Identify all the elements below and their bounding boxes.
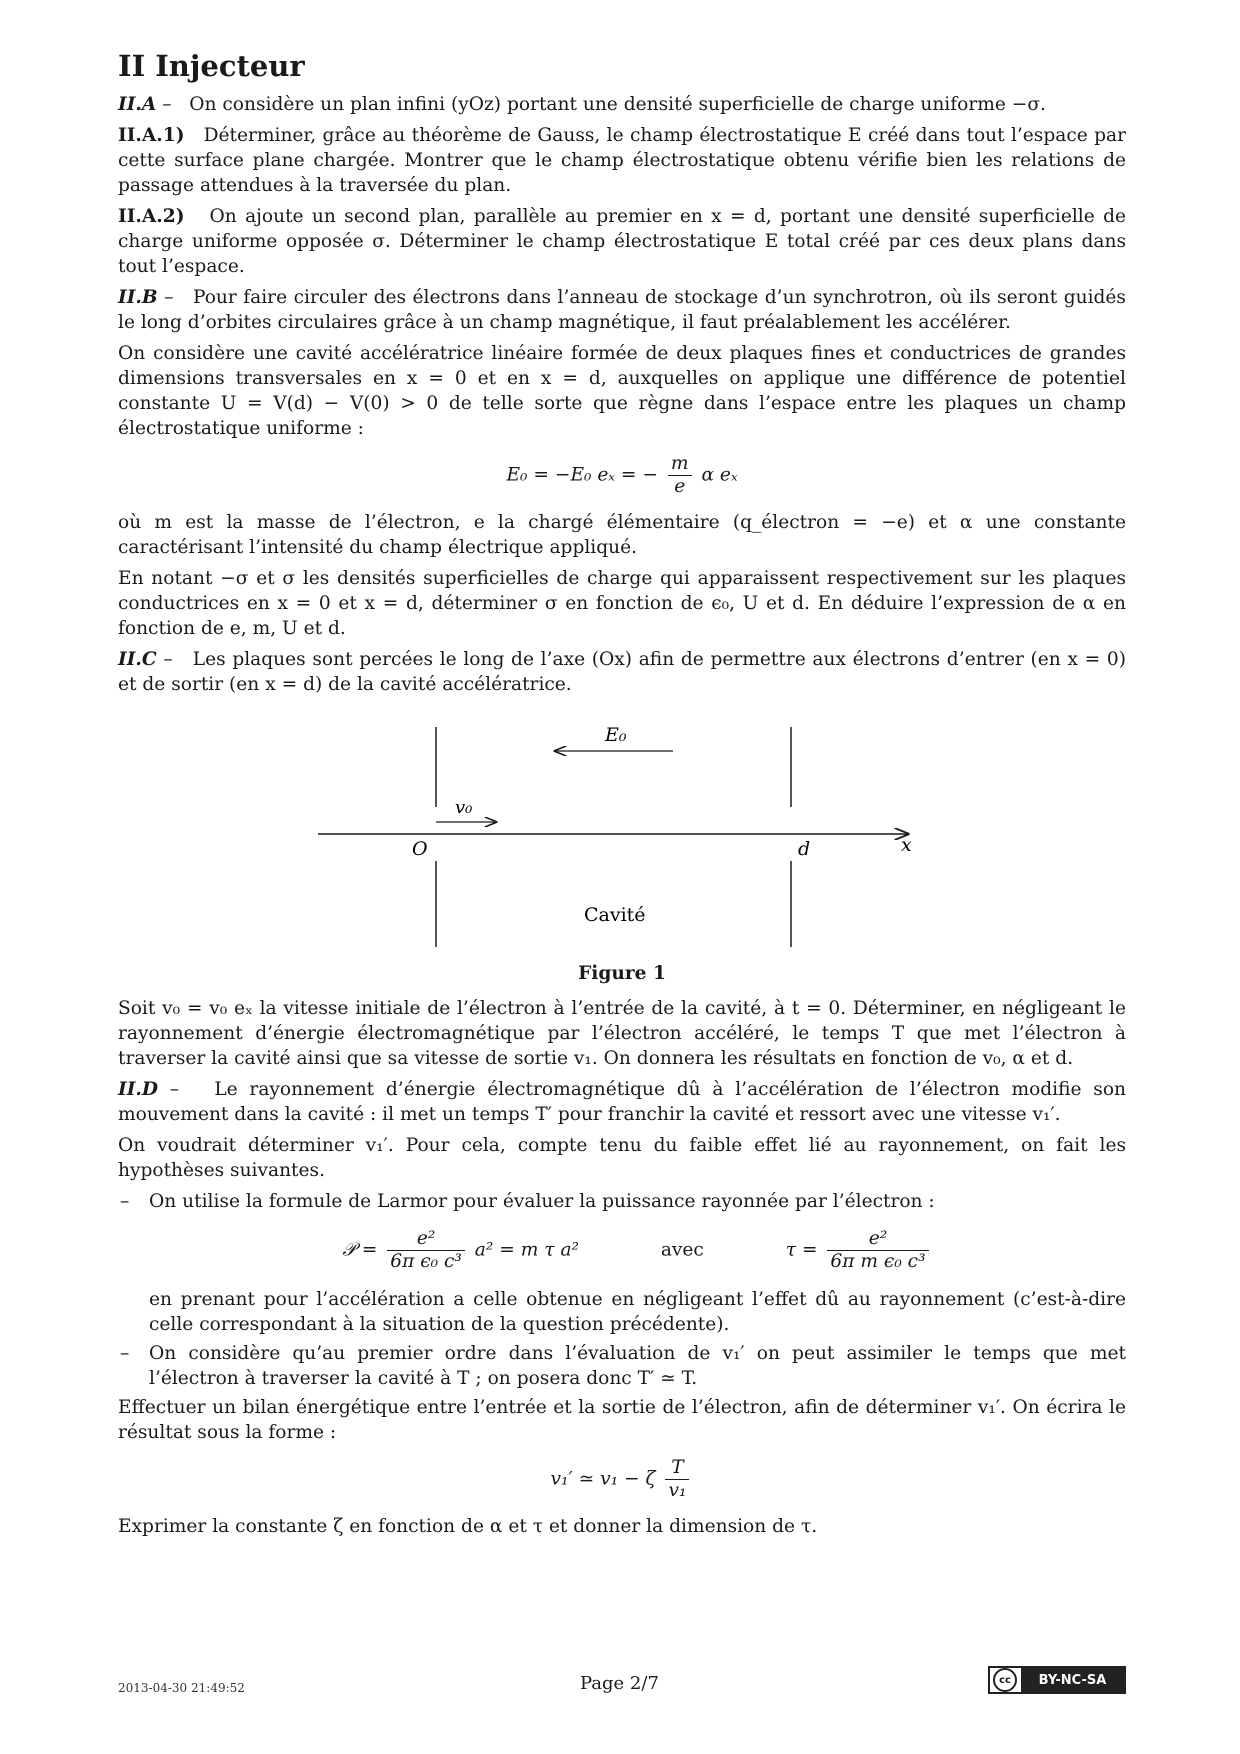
equation-larmor (149, 1228, 1126, 1273)
larmor-lhs: 𝒫 = (342, 1239, 378, 1261)
hypothesis-2: – On considère qu’au premier ordre dans l’évaluation de v₁′ on peut assimiler le temps que met l’électron à traverser la cavité à T ; on posera donc T′ ≃ T. (118, 1341, 1126, 1391)
larmor-with: avec (660, 1239, 704, 1261)
section-title: II Injecteur (118, 49, 305, 83)
figure-caption: Figure 1 (578, 963, 666, 984)
tau-num: e² (827, 1228, 928, 1251)
text-IIC: Les plaques sont percées le long de l’axe (Ox) afin de permettre aux électrons d’entrer (en x = 0) et de sortir (en x = d) de la cavité accélératrice. (118, 649, 1126, 695)
hypothesis-1-cont: en prenant pour l’accélération a celle obtenue en négligeant l’effet dû au rayonnement (c’est-à-dire celle correspondant à la situation de la question précédente). (149, 1289, 1126, 1335)
question-IIA: II.A – On considère un plan infini (yOz) portant une densité superficielle de charge uniforme −σ. (118, 94, 1046, 115)
larmor-den: 6π ϵ₀ c³ (390, 1251, 462, 1272)
final-den: v₁ (668, 1480, 687, 1501)
cc-icon: cc (993, 1668, 1017, 1692)
label-IIA: II.A (118, 94, 157, 115)
question-IID: II.D – Le rayonnement d’énergie électromagnétique dû à l’accélération de l’électron modifie son mouvement dans la cavité : il met un temps T′ pour franchir la cavité et ressort avec une vitesse v₁′. (118, 1079, 1126, 1125)
label-IIB: II.B (118, 287, 158, 308)
field-label: E₀ (605, 724, 627, 746)
velocity-label: v₀ (455, 797, 473, 818)
paragraph-IIB-2: où m est la masse de l’électron, e la chargé élémentaire (q_électron = −e) et α une constante caractérisant l’intensité du champ électrique appliqué. (118, 512, 1126, 558)
text-IID: Le rayonnement d’énergie électromagnétique dû à l’accélération de l’électron modifie son mouvement dans la cavité : il met un temps T′ pour franchir la cavité et ressort avec une vitesse v₁′. (118, 1079, 1126, 1125)
tau-den: 6π m ϵ₀ c³ (830, 1251, 926, 1272)
cavity-diagram (118, 715, 1126, 955)
paragraph-IIC-1: Soit v₀ = v₀ eₓ la vitesse initiale de l’électron à l’entrée de la cavité, à t = 0. Déterminer, en négligeant le rayonnement d’énergie électromagnétique par l’électron accéléré, le temps T que met l’électron à traverser la cavité ainsi que sa vitesse de sortie v₁. On donnera les résultats en fonction de v₀, α et d. (118, 998, 1126, 1069)
eq-field-right: α eₓ (701, 464, 738, 486)
eq-field-den: e (674, 476, 686, 497)
larmor-rhs: a² = m τ a² (474, 1239, 579, 1261)
origin-label: O (412, 838, 428, 860)
label-IIA1: II.A.1) (118, 125, 185, 146)
figure-1 (118, 715, 1126, 955)
final-fraction (665, 1457, 689, 1502)
label-IIA2: II.A.2) (118, 206, 185, 227)
paragraph-IID-1: On voudrait déterminer v₁′. Pour cela, compte tenu du faible effet lié au rayonnement, on fait les hypothèses suivantes. (118, 1135, 1126, 1181)
paragraph-IID-3: Exprimer la constante ζ en fonction de α et τ et donner la dimension de τ. (118, 1516, 818, 1537)
tau-fraction (827, 1228, 928, 1273)
question-IIA2 (118, 204, 1126, 279)
larmor-num: e² (387, 1228, 465, 1251)
paragraph-IID-2: Effectuer un bilan énergétique entre l’entrée et la sortie de l’électron, afin de déterminer v₁′. On écrira le résultat sous la forme : (118, 1397, 1126, 1443)
hypotheses-list (118, 1189, 1126, 1391)
eq-field-num: m (668, 453, 692, 476)
eq-field-fraction (668, 453, 692, 498)
question-IIC: II.C – Les plaques sont percées le long de l’axe (Ox) afin de permettre aux électrons d’entrer (en x = 0) et de sortir (en x = d) de la cavité accélératrice. (118, 649, 1126, 695)
final-num: T (665, 1457, 689, 1480)
x-axis-label: x (901, 834, 912, 856)
larmor-fraction (387, 1228, 465, 1273)
question-IIA1 (118, 123, 1126, 198)
license-badge (988, 1666, 1126, 1694)
hypothesis-1 (118, 1189, 1126, 1337)
footer-page-number: Page 2/7 (580, 1673, 659, 1694)
hypothesis-1-text: On utilise la formule de Larmor pour évaluer la puissance rayonnée par l’électron : (149, 1191, 935, 1212)
label-IIC: II.C (118, 649, 157, 670)
question-IIB: II.B – Pour faire circuler des électrons dans l’anneau de stockage d’un synchrotron, où ils seront guidés le long d’orbites circulaires grâce à un champ magnétique, il faut préalablement les accélérer. (118, 287, 1126, 333)
equation-final (118, 1457, 1126, 1502)
license-text: BY-NC-SA (1021, 1668, 1124, 1692)
label-IID: II.D (118, 1079, 158, 1100)
footer-timestamp: 2013-04-30 21:49:52 (118, 1681, 245, 1695)
cavity-label: Cavité (584, 904, 646, 926)
paragraph-IIB-1: On considère une cavité accélératrice linéaire formée de deux plaques fines et conductrices de grandes dimensions transversales en x = 0 et en x = d, auxquelles on applique une différence de potentiel constante U = V(d) − V(0) > 0 de telle sorte que règne dans l’espace entre les plaques un champ électrostatique uniforme : (118, 343, 1126, 439)
final-lhs: v₁′ ≃ v₁ − ζ (550, 1468, 656, 1490)
main-column (118, 92, 1126, 1545)
equation-field (118, 453, 1126, 498)
text-IIA2: On ajoute un second plan, parallèle au premier en x = d, portant une densité superficielle de charge uniforme opposée σ. Déterminer le champ électrostatique E total créé par ces deux plans dans tout l’espace. (118, 206, 1126, 277)
tau-lhs: τ = (785, 1239, 818, 1261)
paragraph-IIB-3: En notant −σ et σ les densités superficielles de charge qui apparaissent respectivement sur les plaques conductrices en x = 0 et x = d, déterminer σ en fonction de ϵ₀, U et d. En déduire l’expression de α en fonction de e, m, U et d. (118, 568, 1126, 639)
text-IIA: On considère un plan infini (yOz) portant une densité superficielle de charge uniforme −σ. (189, 94, 1046, 115)
text-IIB: Pour faire circuler des électrons dans l’anneau de stockage d’un synchrotron, où ils seront guidés le long d’orbites circulaires grâce à un champ magnétique, il faut préalablement les accélérer. (118, 287, 1126, 333)
eq-field-left: E₀ = −E₀ eₓ = − (506, 464, 658, 486)
d-label: d (798, 838, 811, 860)
text-IIA1: Déterminer, grâce au théorème de Gauss, le champ électrostatique E créé dans tout l’espace par cette surface plane chargée. Montrer que le champ électrostatique obtenu vérifie bien les relations de passage attendues à la traversée du plan. (118, 125, 1126, 196)
